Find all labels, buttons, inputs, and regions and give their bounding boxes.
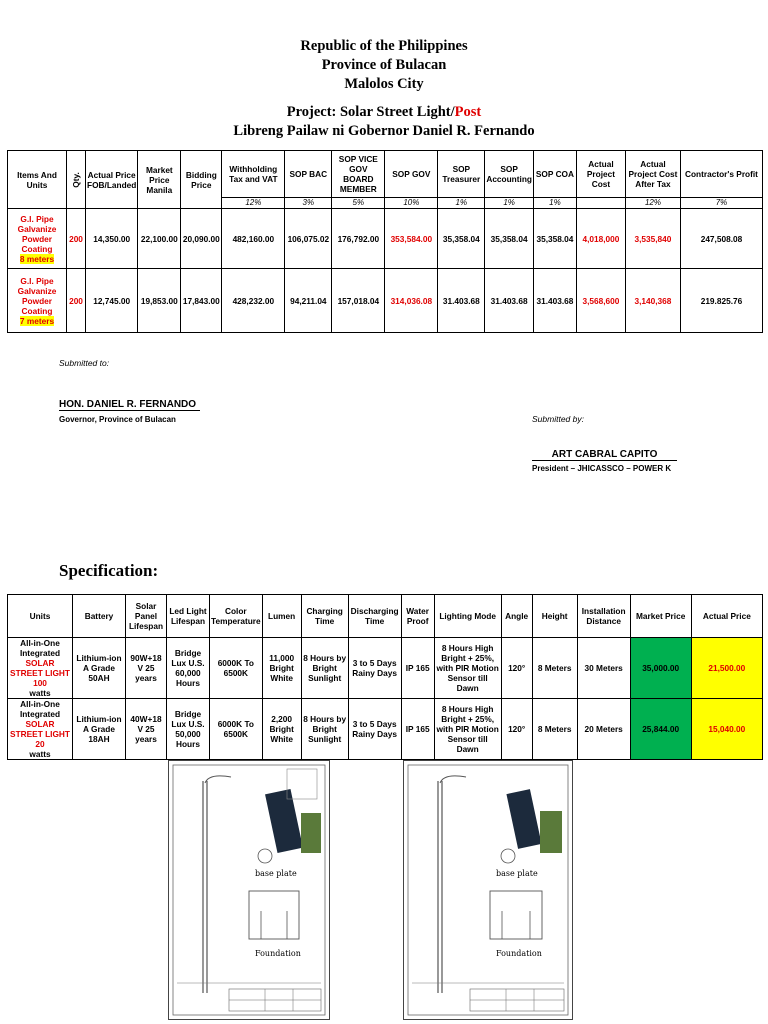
spec-header: Battery xyxy=(73,595,126,638)
table-cell: 94,211.04 xyxy=(285,269,332,333)
table-cell: 12,745.00 xyxy=(86,269,138,333)
submitted-by-name: ART CABRAL CAPITO xyxy=(532,449,677,461)
table-cell: 247,508.08 xyxy=(680,209,762,269)
cost-header: Market Price Manila xyxy=(138,151,181,209)
table-cell: Lithium-ion A Grade 50AH xyxy=(73,638,126,699)
spec-header: Lighting Mode xyxy=(434,595,501,638)
spec-header: Color Temperature xyxy=(210,595,263,638)
unit-cell: All-in-One Integrated SOLAR STREET LIGHT 20 watts xyxy=(8,699,73,760)
table-cell: 30 Meters xyxy=(577,638,630,699)
table-cell: 8 Hours High Bright + 25%, with PIR Motion Sensor till Dawn xyxy=(434,699,501,760)
actual-price-cell: 15,040.00 xyxy=(691,699,762,760)
table-cell: Bridge Lux U.S. 50,000 Hours xyxy=(167,699,210,760)
cost-header: SOP COA xyxy=(533,151,576,198)
table-cell: 31.403.68 xyxy=(533,269,576,333)
project-subtitle: Libreng Pailaw ni Gobernor Daniel R. Fernando xyxy=(233,123,535,139)
table-cell: Lithium-ion A Grade 18AH xyxy=(73,699,126,760)
submitted-to-title: Governor, Province of Bulacan xyxy=(59,415,176,424)
qty-cell: 200 xyxy=(67,269,86,333)
pct-cell: 1% xyxy=(485,198,534,209)
table-cell: 35,358.04 xyxy=(438,209,485,269)
unit-cell: All-in-One Integrated SOLAR STREET LIGHT 100 watts xyxy=(8,638,73,699)
table-cell: IP 165 xyxy=(401,638,434,699)
technical-drawing-right xyxy=(403,760,573,1020)
cost-table xyxy=(7,150,763,333)
pct-cell xyxy=(576,198,625,209)
pct-cell: 1% xyxy=(438,198,485,209)
market-price-cell: 25,844.00 xyxy=(630,699,691,760)
table-cell: 3 to 5 Days Rainy Days xyxy=(348,699,401,760)
cost-table-header-row xyxy=(8,151,763,198)
table-cell: 20,090.00 xyxy=(181,209,222,269)
project-title-red: Post xyxy=(454,104,482,120)
spec-header: Water Proof xyxy=(401,595,434,638)
cost-header: Withholding Tax and VAT xyxy=(222,151,285,198)
spec-table-header-row xyxy=(8,595,763,638)
spec-header: Angle xyxy=(501,595,532,638)
table-cell: 6000K To 6500K xyxy=(210,699,263,760)
pct-cell: 10% xyxy=(385,198,438,209)
spec-header: Installation Distance xyxy=(577,595,630,638)
table-cell: 8 Hours by Bright Sunlight xyxy=(301,699,348,760)
table-cell: 40W+18 V 25 years xyxy=(126,699,167,760)
cost-header: Actual Project Cost After Tax xyxy=(625,151,680,198)
cost-header: Items And Units xyxy=(8,151,67,209)
table-cell: 176,792.00 xyxy=(332,209,385,269)
table-row xyxy=(8,699,763,760)
table-cell: 4,018,000 xyxy=(576,209,625,269)
pct-cell: 3% xyxy=(285,198,332,209)
spec-table xyxy=(7,594,763,760)
actual-price-cell: 21,500.00 xyxy=(691,638,762,699)
table-row xyxy=(8,269,763,333)
foundation-label: Foundation xyxy=(496,949,542,958)
item-size: 7 meters xyxy=(19,315,55,326)
pct-cell: 12% xyxy=(625,198,680,209)
submitted-to-name: HON. DANIEL R. FERNANDO xyxy=(59,399,200,411)
cost-header: SOP Treasurer xyxy=(438,151,485,198)
submitted-by-label: Submitted by: xyxy=(532,414,584,424)
table-cell: 314,036.08 xyxy=(385,269,438,333)
pole-drawing-icon xyxy=(169,761,329,1019)
table-cell: 157,018.04 xyxy=(332,269,385,333)
spec-header: Height xyxy=(532,595,577,638)
table-row xyxy=(8,209,763,269)
cost-header: SOP BAC xyxy=(285,151,332,198)
table-cell: 8 Hours by Bright Sunlight xyxy=(301,638,348,699)
table-cell: 120° xyxy=(501,699,532,760)
table-cell: 482,160.00 xyxy=(222,209,285,269)
table-cell: 3,535,840 xyxy=(625,209,680,269)
table-cell: 22,100.00 xyxy=(138,209,181,269)
spec-header: Actual Price xyxy=(691,595,762,638)
item-size: 8 meters xyxy=(19,253,55,264)
table-cell: Bridge Lux U.S. 60,000 Hours xyxy=(167,638,210,699)
table-cell: 19,853.00 xyxy=(138,269,181,333)
cost-header: SOP VICE GOV BOARD MEMBER xyxy=(332,151,385,198)
table-cell: 106,075.02 xyxy=(285,209,332,269)
table-cell: 31.403.68 xyxy=(485,269,534,333)
cost-header: Qty. xyxy=(67,151,86,209)
pct-cell: 5% xyxy=(332,198,385,209)
pct-cell: 1% xyxy=(533,198,576,209)
table-cell: 31.403.68 xyxy=(438,269,485,333)
project-title xyxy=(0,103,768,122)
spec-header: Lumen xyxy=(262,595,301,638)
header-republic: Republic of the Philippines xyxy=(300,38,468,54)
cost-header: SOP GOV xyxy=(385,151,438,198)
table-cell: 11,000 Bright White xyxy=(262,638,301,699)
table-cell: 20 Meters xyxy=(577,699,630,760)
table-cell: 8 Meters xyxy=(532,638,577,699)
table-cell: 120° xyxy=(501,638,532,699)
spec-header: Solar Panel Lifespan xyxy=(126,595,167,638)
item-cell: G.I. Pipe Galvanize Powder Coating 7 meters xyxy=(8,269,67,333)
spec-title: Specification: xyxy=(59,561,159,580)
submitted-to-label: Submitted to: xyxy=(59,358,110,368)
table-cell: 428,232.00 xyxy=(222,269,285,333)
base-plate-label: base plate xyxy=(255,869,297,878)
pct-cell: 12% xyxy=(222,198,285,209)
table-cell: 8 Meters xyxy=(532,699,577,760)
spec-header: Charging Time xyxy=(301,595,348,638)
qty-cell: 200 xyxy=(67,209,86,269)
header-province: Province of Bulacan xyxy=(321,57,447,73)
cost-header: Bidding Price xyxy=(181,151,222,209)
submitted-by-title: President – JHICASSCO – POWER K xyxy=(532,464,672,473)
table-cell: 14,350.00 xyxy=(86,209,138,269)
table-cell: 2,200 Bright White xyxy=(262,699,301,760)
table-cell: IP 165 xyxy=(401,699,434,760)
pct-cell: 7% xyxy=(680,198,762,209)
foundation-label: Foundation xyxy=(255,949,301,958)
item-cell: G.I. Pipe Galvanize Powder Coating 8 meters xyxy=(8,209,67,269)
technical-drawing-left xyxy=(168,760,330,1020)
base-plate-label: base plate xyxy=(496,869,538,878)
table-cell: 35,358.04 xyxy=(533,209,576,269)
table-cell: 8 Hours High Bright + 25%, with PIR Motion Sensor till Dawn xyxy=(434,638,501,699)
spec-header: Led Light Lifespan xyxy=(167,595,210,638)
cost-header: Contractor's Profit xyxy=(680,151,762,198)
cost-header: SOP Accounting xyxy=(485,151,534,198)
table-cell: 35,358.04 xyxy=(485,209,534,269)
table-cell: 3,140,368 xyxy=(625,269,680,333)
table-cell: 90W+18 V 25 years xyxy=(126,638,167,699)
pole-drawing-icon xyxy=(404,761,572,1019)
table-cell: 3,568,600 xyxy=(576,269,625,333)
table-cell: 6000K To 6500K xyxy=(210,638,263,699)
table-cell: 353,584.00 xyxy=(385,209,438,269)
spec-header: Market Price xyxy=(630,595,691,638)
table-cell: 17,843.00 xyxy=(181,269,222,333)
spec-header: Discharging Time xyxy=(348,595,401,638)
project-title-prefix: Project: Solar Street Light/ xyxy=(286,104,455,120)
cost-header: Actual Project Cost xyxy=(576,151,625,198)
document-header xyxy=(0,37,768,141)
market-price-cell: 35,000.00 xyxy=(630,638,691,699)
spec-header: Units xyxy=(8,595,73,638)
cost-header: Actual Price FOB/Landed xyxy=(86,151,138,209)
table-cell: 219.825.76 xyxy=(680,269,762,333)
header-city: Malolos City xyxy=(344,76,424,92)
table-cell: 3 to 5 Days Rainy Days xyxy=(348,638,401,699)
table-row xyxy=(8,638,763,699)
